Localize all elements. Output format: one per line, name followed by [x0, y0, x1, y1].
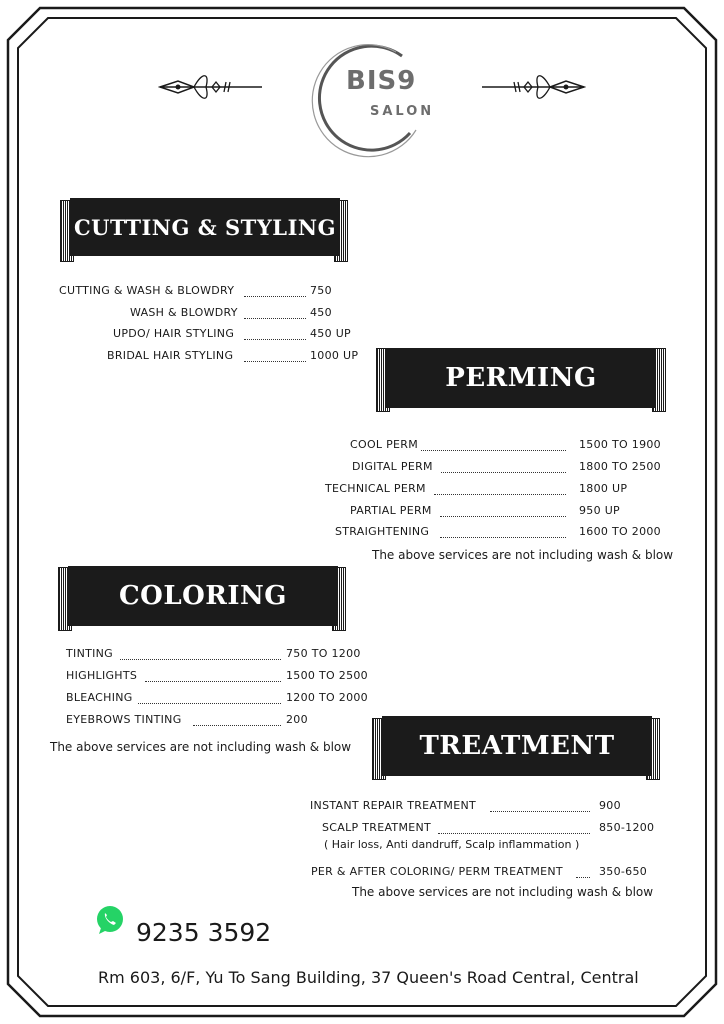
service-name: INSTANT REPAIR TREATMENT — [310, 799, 477, 812]
service-name: UPDO/ HAIR STYLING — [113, 327, 235, 340]
service-price: 1600 TO 2000 — [579, 525, 661, 538]
logo-sub: SALON — [370, 104, 435, 119]
service-name: WASH & BLOWDRY — [130, 306, 238, 319]
section-title-treatment: TREATMENT — [382, 716, 652, 776]
dot-leader — [138, 691, 281, 704]
perming-note: The above services are not including wash & blow — [372, 548, 674, 562]
service-name: CUTTING & WASH & BLOWDRY — [59, 284, 235, 297]
dot-leader — [441, 460, 566, 473]
service-price: 750 — [310, 284, 332, 297]
dot-leader — [440, 525, 566, 538]
dot-leader — [244, 284, 306, 297]
dot-leader — [438, 821, 590, 834]
dot-leader — [244, 327, 306, 340]
service-price: 1800 TO 2500 — [579, 460, 661, 473]
service-price: 1000 UP — [310, 349, 359, 362]
dot-leader — [244, 306, 306, 319]
logo-brand: BIS9 — [346, 66, 417, 96]
section-title-cutting: CUTTING & STYLING — [70, 198, 340, 256]
dot-leader — [120, 647, 281, 660]
whatsapp-icon[interactable] — [94, 904, 126, 936]
service-price: 1800 UP — [579, 482, 628, 495]
service-name: HIGHLIGHTS — [66, 669, 138, 682]
dot-leader — [490, 799, 590, 812]
service-name: COOL PERM — [350, 438, 419, 451]
right-ornament — [480, 70, 586, 104]
section-title-coloring: COLORING — [68, 566, 338, 626]
dot-leader — [193, 713, 281, 726]
service-name: SCALP TREATMENT — [322, 821, 432, 834]
service-price: 1500 TO 2500 — [286, 669, 368, 682]
salon-logo — [310, 38, 435, 158]
service-price: 450 UP — [310, 327, 351, 340]
service-price: 200 — [286, 713, 308, 726]
service-price: 450 — [310, 306, 332, 319]
section-title-perming: PERMING — [386, 348, 656, 408]
service-name: BLEACHING — [66, 691, 133, 704]
service-price: 1500 TO 1900 — [579, 438, 661, 451]
dot-leader — [576, 865, 590, 878]
address: Rm 603, 6/F, Yu To Sang Building, 37 Queen's Road Central, Central — [98, 968, 639, 987]
service-price: 1200 TO 2000 — [286, 691, 368, 704]
service-name: TINTING — [66, 647, 114, 660]
service-name: EYEBROWS TINTING — [66, 713, 182, 726]
service-price: 750 TO 1200 — [286, 647, 361, 660]
service-name: TECHNICAL PERM — [325, 482, 426, 495]
left-ornament — [158, 70, 264, 104]
service-price: 900 — [599, 799, 621, 812]
service-name: STRAIGHTENING — [335, 525, 430, 538]
dot-leader — [145, 669, 281, 682]
service-name: PER & AFTER COLORING/ PERM TREATMENT — [311, 865, 563, 878]
logo-ring — [310, 38, 430, 158]
service-name: PARTIAL PERM — [350, 504, 432, 517]
dot-leader — [421, 438, 566, 451]
service-price: 350-650 — [599, 865, 648, 878]
dot-leader — [440, 504, 566, 517]
treatment-note: The above services are not including wash & blow — [352, 885, 654, 899]
phone-number[interactable]: 9235 3592 — [136, 918, 272, 947]
dot-leader — [434, 482, 566, 495]
dot-leader — [244, 349, 306, 362]
service-name: DIGITAL PERM — [352, 460, 433, 473]
coloring-note: The above services are not including wash & blow — [50, 740, 352, 754]
service-name: BRIDAL HAIR STYLING — [107, 349, 234, 362]
service-price: 850-1200 — [599, 821, 655, 834]
treatment-sub-note: ( Hair loss, Anti dandruff, Scalp inflammation ) — [324, 838, 580, 851]
service-price: 950 UP — [579, 504, 620, 517]
